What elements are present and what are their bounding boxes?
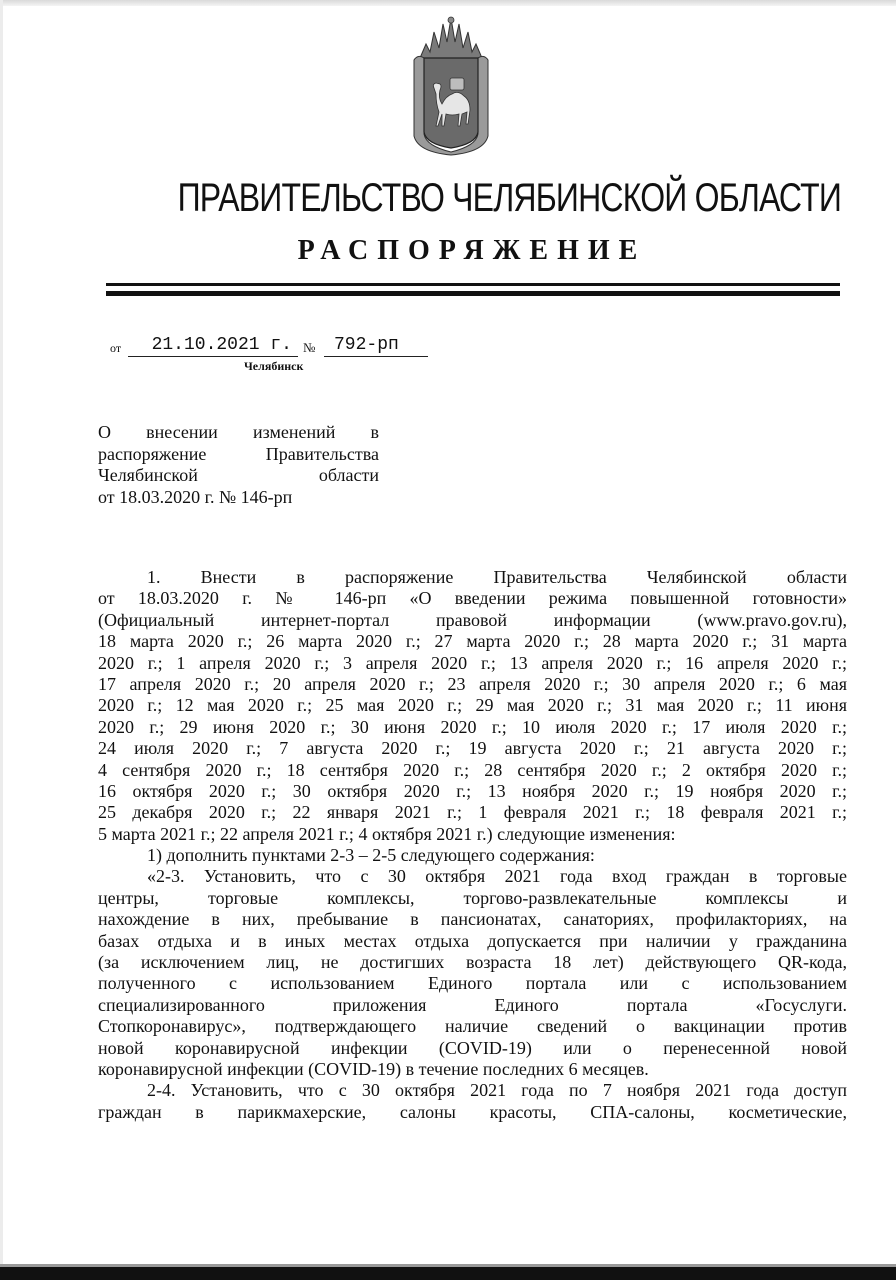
subject-line: О внесении изменений в <box>98 422 379 442</box>
scan-left-edge <box>0 0 3 1280</box>
body-line: полученного с использованием Единого портала или с использованием <box>98 973 847 994</box>
body-line: 17 апреля 2020 г.; 20 апреля 2020 г.; 23 апреля 2020 г.; 30 апреля 2020 г.; 6 мая <box>98 673 847 694</box>
body-line: 2020 г.; 1 апреля 2020 г.; 3 апреля 2020 г.; 13 апреля 2020 г.; 16 апреля 2020 г.; <box>98 652 847 673</box>
crown-icon <box>420 17 482 58</box>
body-line: граждан в парикмахерские, салоны красоты, СПА-салоны, косметические, <box>98 1101 847 1122</box>
date-label: от <box>110 341 122 355</box>
body-line: нахождение в них, пребывание в пансионатах, санаториях, профилакториях, на <box>98 909 847 930</box>
header-rule-thin <box>106 283 840 286</box>
city-name: Челябинск <box>244 359 304 373</box>
order-number: 792-рп <box>324 334 428 357</box>
scan-top-edge <box>0 0 896 6</box>
body-line: специализированного приложения Единого портала «Госуслуги. <box>98 994 847 1015</box>
body-line: (за исключением лиц, не достигших возраста 18 лет) действующего QR-кода, <box>98 952 847 973</box>
body-line: новой коронавирусной инфекции (COVID-19) или о перенесенной новой <box>98 1037 847 1058</box>
body-line: 25 декабря 2020 г.; 22 января 2021 г.; 1 февраля 2021 г.; 18 февраля 2021 г.; <box>98 802 847 823</box>
coat-of-arms-emblem <box>412 14 490 156</box>
document-type: РАСПОРЯЖЕНИЕ <box>297 235 647 266</box>
body-line: 24 июля 2020 г.; 7 августа 2020 г.; 19 августа 2020 г.; 21 августа 2020 г.; <box>98 738 847 759</box>
body-line: (Официальный интернет-портал правовой информации (www.pravo.gov.ru), <box>98 609 847 630</box>
body-line: 4 сентября 2020 г.; 18 сентября 2020 г.; 28 сентября 2020 г.; 2 октября 2020 г.; <box>98 759 847 780</box>
subject-block <box>98 421 379 507</box>
government-title: ПРАВИТЕЛЬСТВО ЧЕЛЯБИНСКОЙ ОБЛАСТИ <box>177 176 842 220</box>
header-rule-thick <box>106 291 840 296</box>
body-line: 16 октября 2020 г.; 30 октября 2020 г.; 13 ноября 2020 г.; 19 ноября 2020 г.; <box>98 780 847 801</box>
scan-bottom-shadow <box>0 1267 896 1280</box>
body-line: базах отдыха и в иных местах отдыха допускается при наличии у гражданина <box>98 930 847 951</box>
order-date: 21.10.2021 г. <box>128 334 298 357</box>
subject-line: Челябинской области <box>98 465 379 485</box>
body-line: 2-4. Установить, что с 30 октября 2021 года по 7 ноября 2021 года доступ <box>147 1080 847 1101</box>
body-line: коронавирусной инфекции (COVID-19) в течение последних 6 месяцев. <box>98 1058 649 1079</box>
body-line: 1) дополнить пунктами 2-3 – 2-5 следующего содержания: <box>147 845 595 866</box>
subject-line: от 18.03.2020 г. № 146-рп <box>98 486 293 507</box>
body-line: «2-3. Установить, что с 30 октября 2021 года вход граждан в торговые <box>147 866 847 887</box>
body-line: 2020 г.; 12 мая 2020 г.; 25 мая 2020 г.; 29 мая 2020 г.; 31 мая 2020 г.; 11 июня <box>98 695 847 716</box>
document-body <box>98 567 847 1123</box>
body-line: 5 марта 2021 г.; 22 апреля 2021 г.; 4 октября 2021 г.) следующие изменения: <box>98 823 676 844</box>
number-label: № <box>303 340 316 355</box>
subject-line: распоряжение Правительства <box>98 443 379 464</box>
body-line: 1. Внести в распоряжение Правительства Челябинской области <box>147 567 847 587</box>
body-line: 2020 г.; 29 июня 2020 г.; 30 июня 2020 г.; 10 июля 2020 г.; 17 июля 2020 г.; <box>98 716 847 737</box>
body-line: центры, торговые комплексы, торгово-развлекательные комплексы и <box>98 887 847 908</box>
body-line: Стопкоронавирус», подтверждающего наличие сведений о вакцинации против <box>98 1016 847 1037</box>
body-line: 18 марта 2020 г.; 26 марта 2020 г.; 27 марта 2020 г.; 28 марта 2020 г.; 31 марта <box>98 631 847 652</box>
body-line: от 18.03.2020 г. № 146-рп «О введении режима повышенной готовности» <box>98 588 847 609</box>
